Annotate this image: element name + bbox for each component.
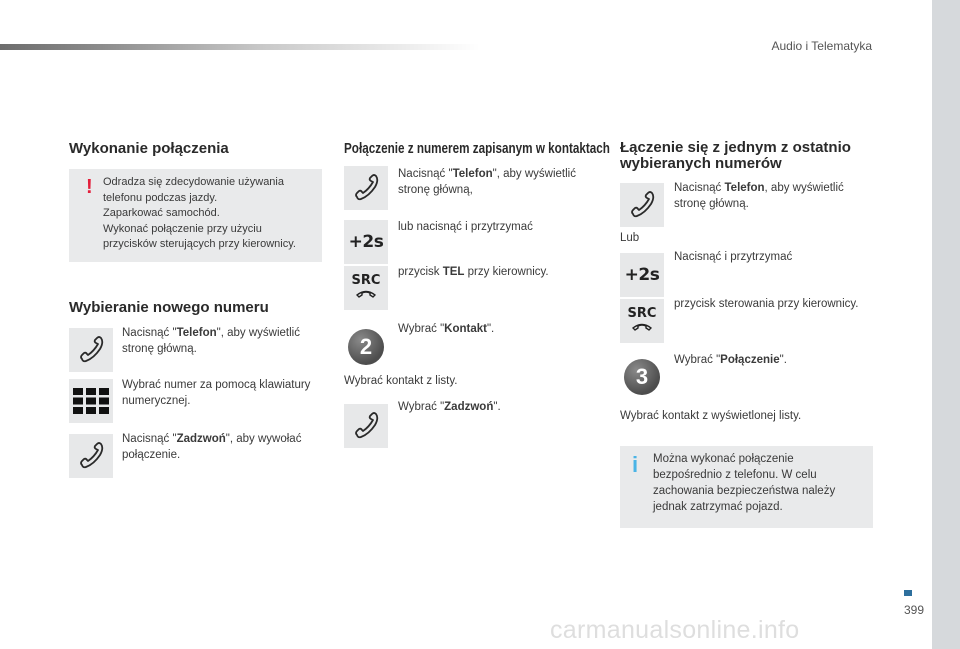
phone-icon (351, 173, 381, 203)
right-step-2: Nacisnąć i przytrzymać (674, 251, 793, 263)
warning-line: przycisków sterujących przy kierownicy. (103, 238, 296, 250)
phone-icon (627, 190, 657, 220)
phone-icon (76, 335, 106, 365)
phone-icon (76, 441, 106, 471)
header-gradient-bar (0, 44, 480, 50)
right-sidebar-strip (932, 0, 960, 649)
src-phone-icon: SRC (628, 307, 657, 335)
step-number-badge (620, 355, 664, 399)
middle-step-1: Nacisnąć "Telefon", aby wyświetlić stronę główną, (398, 168, 576, 196)
handset-icon (631, 321, 653, 331)
middle-step-5: Wybrać kontakt z listy. (344, 375, 458, 387)
call-button[interactable] (69, 434, 113, 478)
warning-line: Zaparkować samochód. (103, 207, 220, 219)
page-marker (904, 590, 912, 596)
info-text (653, 451, 835, 515)
plus-2s-icon: +2s (348, 232, 384, 252)
middle-step-3: przycisk TEL przy kierownicy. (398, 266, 549, 278)
step-number-3: 3 (624, 359, 660, 395)
src-phone-icon: SRC (352, 274, 381, 302)
phone-button[interactable] (344, 166, 388, 210)
right-step-5: Wybrać kontakt z wyświetlonej listy. (620, 410, 802, 422)
right-step-4: Wybrać "Połączenie". (674, 354, 787, 366)
left-step-2: Wybrać numer za pomocą klawiatury numerycznej. (122, 379, 311, 407)
right-step-1: Nacisnąć Telefon, aby wyświetlić stronę główną. (674, 182, 844, 210)
warning-line: Odradza się zdecydowanie używania (103, 176, 284, 188)
keypad-button[interactable] (69, 379, 113, 423)
section-title-recent: Łączenie się z jednym z ostatnio wybieranych numerów (620, 139, 851, 172)
plus-2s-icon: +2s (624, 265, 660, 285)
keypad-icon (72, 387, 110, 415)
watermark: carmanualsonline.info (550, 616, 800, 644)
info-line: jednak zatrzymać pojazd. (653, 501, 783, 513)
left-step-1: Nacisnąć "Telefon", aby wyświetlić stronę główną. (122, 327, 300, 355)
right-step-3: przycisk sterowania przy kierownicy. (674, 298, 859, 310)
hold-2s-button[interactable] (344, 220, 388, 264)
phone-button[interactable] (69, 328, 113, 372)
middle-step-2: lub nacisnąć i przytrzymać (398, 221, 533, 233)
call-button[interactable] (344, 404, 388, 448)
page-number: 399 (903, 603, 924, 617)
info-line: zachowania bezpieczeństwa należy (653, 485, 836, 497)
section-title-contacts: Połączenie z numerem zapisanym w kontaktach (344, 140, 610, 157)
info-icon: i (632, 452, 639, 477)
src-button[interactable] (344, 266, 388, 310)
info-line: Można wykonać połączenie (653, 453, 794, 465)
left-step-3: Nacisnąć "Zadzwoń", aby wywołać połączenie. (122, 433, 302, 461)
phone-button[interactable] (620, 183, 664, 227)
warning-icon: ! (86, 176, 93, 198)
step-number-2: 2 (348, 329, 384, 365)
handset-icon (355, 288, 377, 298)
hold-2s-button[interactable] (620, 253, 664, 297)
section-title-dial-new: Wybieranie nowego numeru (69, 299, 269, 316)
section-title-make-call: Wykonanie połączenia (69, 140, 229, 157)
warning-line: Wykonać połączenie przy użyciu (103, 222, 262, 235)
step-number-badge (344, 325, 388, 369)
or-label: Lub (620, 232, 640, 244)
middle-step-6: Wybrać "Zadzwoń". (398, 401, 501, 413)
phone-icon (351, 411, 381, 441)
info-line: bezpośrednio z telefonu. W celu (653, 469, 817, 481)
src-button[interactable] (620, 299, 664, 343)
header-title: Audio i Telematyka (771, 39, 872, 53)
warning-line: telefonu podczas jazdy. (103, 191, 218, 204)
warning-text (103, 175, 296, 253)
middle-step-4: Wybrać "Kontakt". (398, 323, 495, 335)
